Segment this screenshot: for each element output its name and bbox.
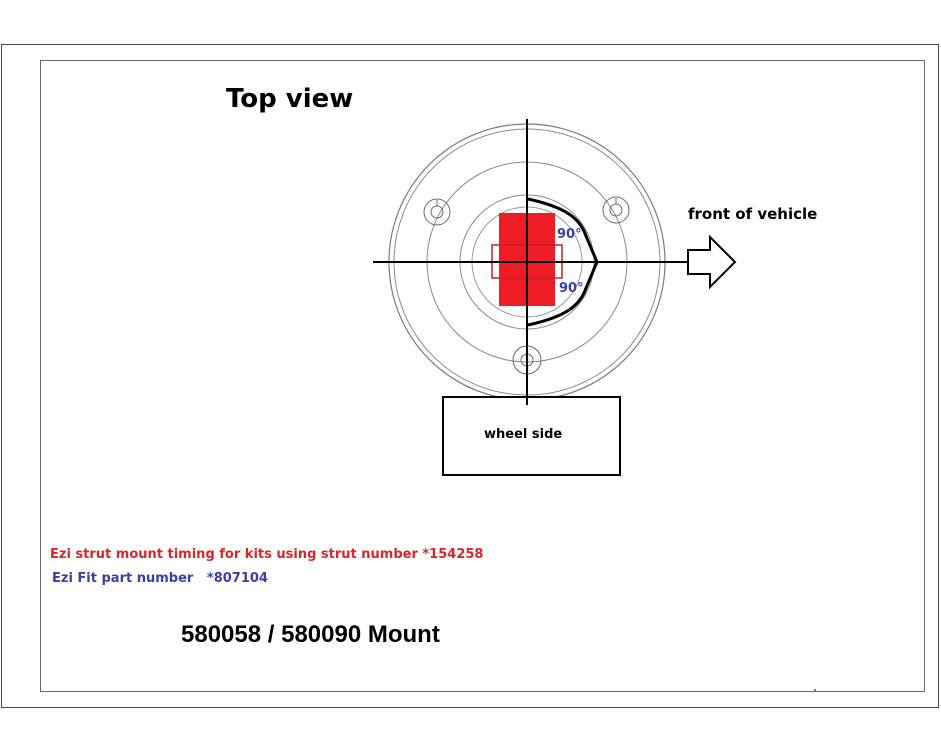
wheel-side-label: wheel side bbox=[484, 427, 563, 442]
mount-label: 580058 / 580090 Mount bbox=[181, 621, 440, 648]
front-of-vehicle-label: front of vehicle bbox=[688, 205, 818, 223]
angle-bottom-label: 90° bbox=[559, 281, 584, 296]
angle-top-label: 90° bbox=[557, 227, 582, 242]
timing-note: Ezi strut mount timing for kits using strut number *154258 bbox=[50, 547, 484, 562]
part-number-note: Ezi Fit part number *807104 bbox=[52, 571, 268, 586]
stud-bolt-right bbox=[603, 197, 629, 223]
stud-bolt-left bbox=[424, 199, 450, 225]
front-arrow-icon bbox=[688, 237, 735, 287]
page-title: Top view bbox=[226, 84, 354, 114]
